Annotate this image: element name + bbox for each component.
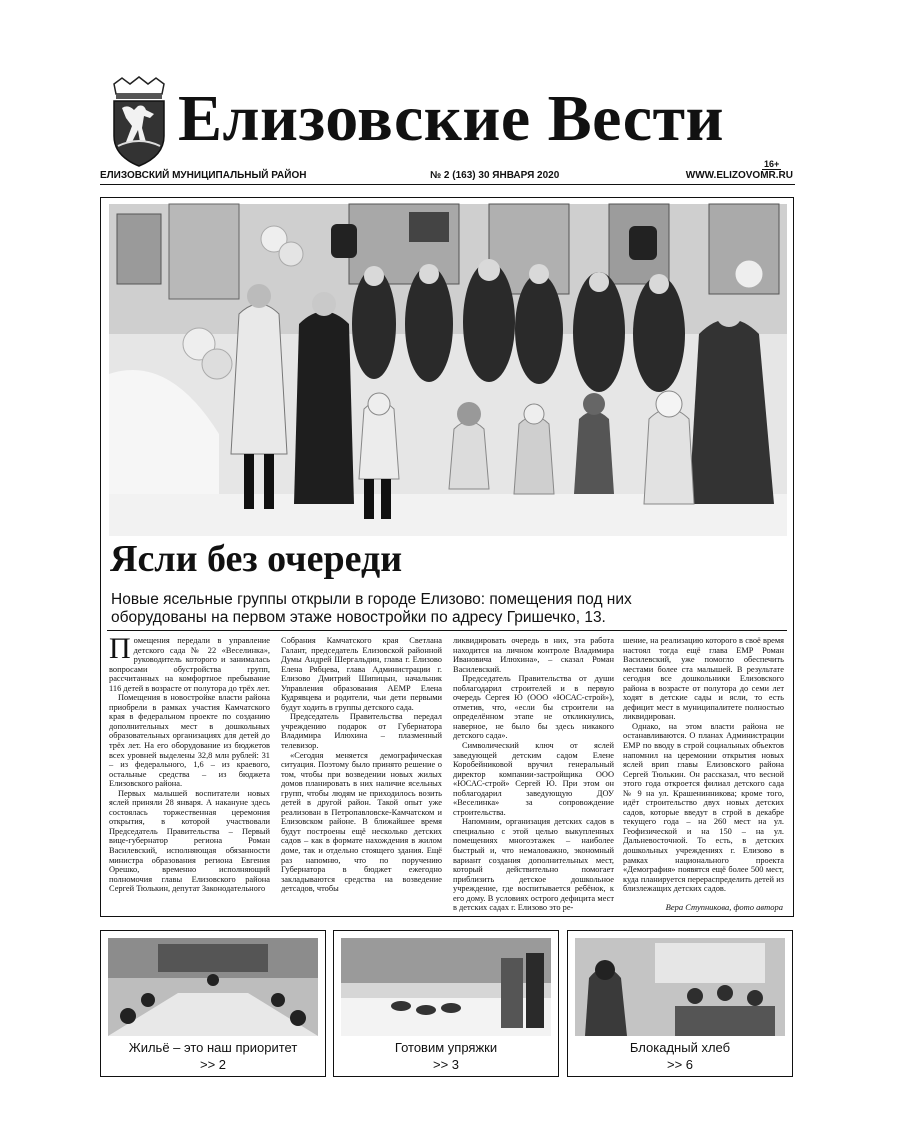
masthead-info-row bbox=[100, 170, 795, 185]
article-headline: Ясли без очереди bbox=[110, 538, 403, 580]
teaser-page-link[interactable]: >> 2 bbox=[199, 1057, 227, 1072]
article-column bbox=[453, 636, 614, 913]
age-rating-badge: 16+ bbox=[764, 159, 780, 169]
article-column bbox=[623, 636, 784, 898]
drop-cap: П bbox=[109, 632, 131, 665]
teaser-title: Жильё – это наш приоритет bbox=[128, 1040, 298, 1055]
article-column bbox=[109, 632, 270, 906]
paragraph: Однако, на этом власти района не останавливаются. О планах Администрации ЕМР по вводу в строй социальных объектов напомнил на церемонии открытия новых яслей врип главы Елизовского района Сергей Тюлькин. Он рассказал, что весной этого года откроется филиал детского сада № 9 на ул. Крашенинникова; кроме того, идёт строительство двух новых детских садов, которые введут в строй в декабре текущего года – на 260 мест на ул. Геофизической и на 150 – на ул. Дальневосточной. То есть, в детских дошкольных учреждениях г. Елизово в рамках национального проекта «Демография» появятся ещё более 500 мест, куда планируется перераспределить детей из близлежащих детских садов. bbox=[623, 721, 784, 894]
teaser-title: Блокадный хлеб bbox=[629, 1040, 731, 1055]
website-link[interactable]: WWW.ELIZOVOMR.RU bbox=[685, 170, 793, 181]
article-subhead: Новые ясельные группы открыли в городе Елизово: помещения под них оборудованы на первом этаже новостройки по адресу Гришечко, 13. bbox=[111, 591, 632, 626]
paragraph: шение, на реализацию которого в своё время настоял тогда ещё глава ЕМР Роман Василевский, уже помогло обеспечить местами более ста малышей. В результате сегодня все дошкольники Елизовского района в возрасте от полутора до семи лет ходят в детские сады и ясли, то есть дефицит мест в муниципалитете полностью ликвидирован. bbox=[623, 636, 784, 722]
paragraph: Председатель Правительства передал учреждению подарок от Губернатора Владимира Илюхина – плазменный телевизор. bbox=[281, 712, 442, 751]
paragraph: Напомним, организация детских садов в специально с этой целью выкупленных помещениях многоэтажек – наиболее быстрый и, что немаловажно, экономный вариант создания дополнительных мест, который действительно помогает приблизить детское дошкольное учреждение, где воспитывается ребёнок, к его дому. В условиях острого дефицита мест в детских садах г. Елизово это ре- bbox=[453, 817, 614, 913]
newspaper-title: Елизовские Вести bbox=[178, 82, 725, 155]
paragraph: Председатель Правительства от души поблагодарил строителей и в первую очередь Сергея Ю (ООО «ЮСАС-строй»), отметив, что, «если бы строители на определённом этапе не откликнулись, наверное, не было бы здесь никакого детского сада». bbox=[453, 674, 614, 741]
teaser-photo-sled-dogs bbox=[341, 938, 551, 1036]
teaser-page-link[interactable]: >> 6 bbox=[666, 1057, 694, 1072]
lead-article bbox=[100, 197, 794, 917]
paragraph: Символический ключ от яслей заведующей детским садом Елене Коробейниковой вручил генеральный директор компании-застройщика ООО «ЮСАС-строй» Сергей Ю. При этом он поблагодарил заведующую ДОУ «Веселинка» за сопровождение строительства. bbox=[453, 741, 614, 817]
article-byline: Вера Ступникова, фото автора bbox=[665, 902, 783, 912]
coat-of-arms-logo bbox=[108, 76, 170, 168]
paragraph: Собрания Камчатского края Светлана Галант, председатель Елизовской районной Думы Андрей Шергальдин, глава г. Елизово Елена Рябцева, глава Администрации г. Елизово Дмитрий Шипицын, начальник Управления образования АЕМР Елена Кудрявцева и родители, чьи дети первыми будут ходить в группы детского сада. bbox=[281, 636, 442, 712]
paragraph: омещения передали в управление детского сада № 22 «Веселинка», руководитель которого и занималась вопросами обустройства групп, рассчитанных на комфортное пребывание 116 детей в возрасте от полутора до трёх лет. bbox=[109, 636, 270, 693]
teaser-card[interactable] bbox=[100, 930, 326, 1077]
teaser-title: Готовим упряжки bbox=[394, 1040, 498, 1055]
teaser-card[interactable] bbox=[333, 930, 559, 1077]
teaser-photo-meeting bbox=[108, 938, 318, 1036]
district-label: ЕЛИЗОВСКИЙ МУНИЦИПАЛЬНЫЙ РАЙОН bbox=[100, 170, 307, 181]
paragraph: ликвидировать очередь в них, эта работа находится на личном контроле Владимира Ивановича Илюхина», – сказал Роман Василевский. bbox=[453, 636, 614, 674]
teaser-page-link[interactable]: >> 3 bbox=[432, 1057, 460, 1072]
teaser-photo-classroom bbox=[575, 938, 785, 1036]
paragraph: Помещения в новостройке власти района приобрели в рамках участия Камчатского края в федеральном проекте по созданию дополнительных мест в дошкольных образовательных организациях для детей до трёх лет. На его оборудование из бюджетов всех уровней выделены 32,8 млн рублей: 31 – из федерального, 1,6 – из краевого, остальные средства – из бюджета Елизовского района. bbox=[109, 693, 270, 789]
issue-number: № 2 (163) 30 ЯНВАРЯ 2020 bbox=[430, 170, 560, 181]
paragraph: «Сегодня меняется демографическая ситуация. Поэтому было принято решение о том, чтобы при возведении новых жилых домов планировать в них наличие ясельных групп, чтобы людям не приходилось возить детей в другой район. Такой опыт уже реализован в Петропавловске-Камчатском и Елизовском районе. В ближайшее время будут построены ещё несколько детских садов – как в формате нахождения в жилом доме, так и отдельно стоящего здания. Ещё раз напомню, что по поручению Губернатора в бюджет ежегодно закладываются средства на возведение детсадов, чтобы bbox=[281, 750, 442, 894]
lead-photo bbox=[109, 204, 787, 536]
divider bbox=[107, 630, 787, 631]
paragraph: Первых малышей воспитатели новых яслей приняли 28 января. А накануне здесь состоялась торжественная церемония открытия, в которой участвовали Председатель Правительства – Первый вице-губернатор региона Роман Василевский, исполняющая обязанности министра образования региона Евгения Орешко, временно исполняющий полномочия главы Елизовского района Сергей Тюлькин, депутат Законодательного bbox=[109, 788, 270, 894]
article-column bbox=[281, 636, 442, 906]
teaser-card[interactable] bbox=[567, 930, 793, 1077]
masthead bbox=[100, 72, 795, 187]
